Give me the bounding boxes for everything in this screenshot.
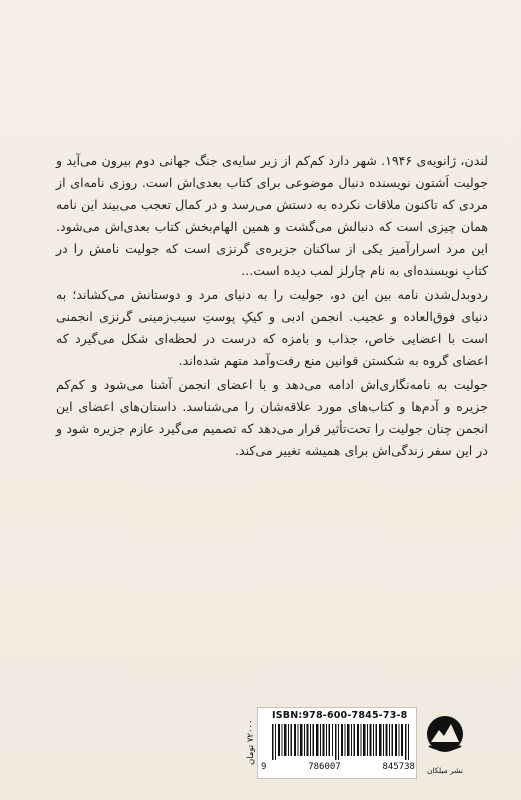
barcode-group-2: 845738 (382, 762, 415, 772)
barcode-group-1: 786007 (308, 762, 341, 772)
price-label: ۷۲۰۰۰ تومان (246, 719, 256, 765)
blurb-paragraph-3: جولیت به نامه‌نگاری‌اش ادامه می‌دهد و با اعضای انجمن آشنا می‌شود و کم‌کم جزیره و آدم‌ها و کتاب‌های مورد علاقه‌شان را می‌شناسد. داستان‌های اعضای این انجمن چنان جولیت را تحت‌تأثیر قرار می‌دهد که تصمیم می‌گیرد عازم جزیره شود و در این سفر زندگی‌اش برای همیشه تغییر می‌کند. (56, 377, 488, 458)
barcode-icon (272, 724, 412, 760)
publisher-name: نشر میلکان (427, 766, 463, 775)
blurb-paragraph-1: لندن، ژانویه‌ی ۱۹۴۶. شهر دارد کم‌کم از زیر سایه‌ی جنگ جهانی دوم بیرون می‌آید و جولیت اَشتون نویسنده دنبال موضوعی برای کتاب بعدی‌اش است. روزی نامه‌ای از مردی که تاکنون ملاقات نکرده به دستش می‌رسد و در کمال تعجب می‌بیند این نامه همان چیزی است که دنبالش می‌گشت و همین الهام‌بخش کتاب بعدی‌اش می‌شود. این مرد اسرارآمیز یکی از ساکنان جزیره‌ی گرنزی است که جولیت نامش را در کتابِ نویسنده‌ای به نام چارلز لمب دیده است... (56, 153, 488, 278)
barcode-lead-digit: 9 (261, 762, 267, 772)
barcode-digits (261, 762, 415, 772)
blurb-paragraph-2: ردوبدل‌شدن نامه بین این دو، جولیت را به دنیای مرد و دوستانش می‌کشاند؛ به دنیای فوق‌العاده و عجیب. انجمن ادبی و کیکِ پوستِ سیب‌زمینی گرنزی انجمنی است با اعضایی خاص، جذاب و بامزه که درست در لحظه‌ای شکل می‌گیرد که اعضای گروه به شکستن قوانین منع رفت‌وآمد متهم شده‌اند. (56, 287, 488, 368)
isbn-number: ISBN:978-600-7845-73-8 (272, 710, 408, 721)
blurb-text (56, 150, 488, 464)
